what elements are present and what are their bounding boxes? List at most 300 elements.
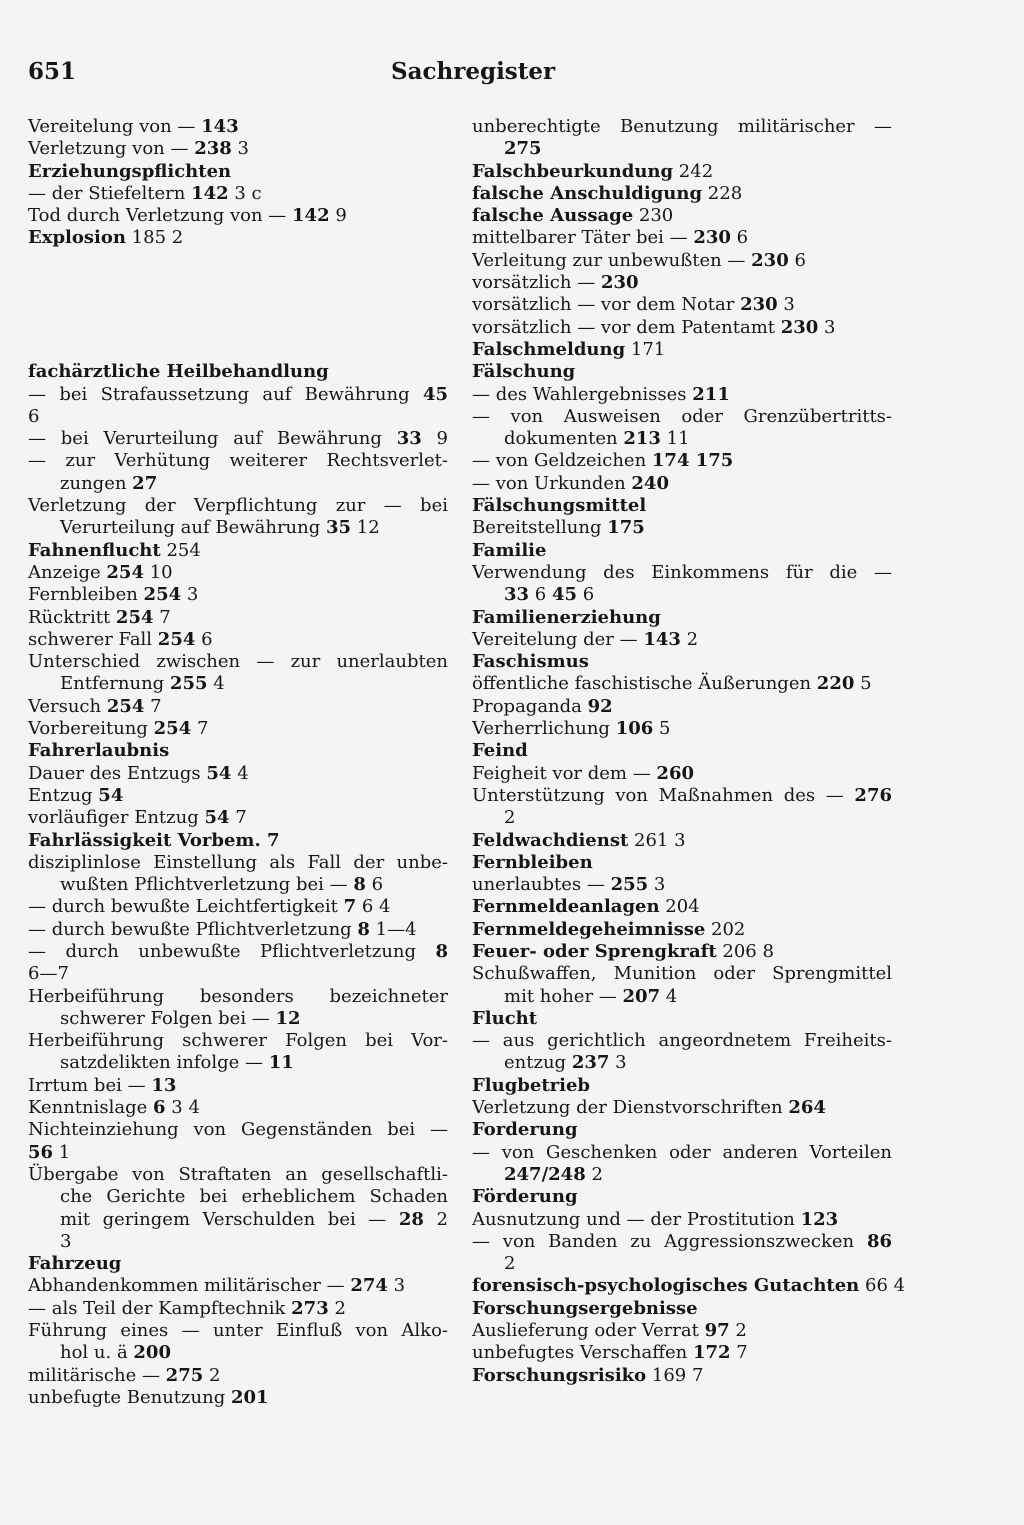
page-reference: 8 bbox=[353, 874, 366, 896]
page-reference: 230 bbox=[600, 272, 639, 294]
reference-detail: 6 4 bbox=[356, 896, 391, 918]
page-reference: 54 bbox=[204, 807, 230, 829]
index-column-right bbox=[472, 116, 906, 1387]
index-heading bbox=[472, 1275, 906, 1297]
index-entry bbox=[472, 1030, 892, 1052]
index-entry bbox=[28, 1231, 448, 1253]
index-entry bbox=[28, 1097, 448, 1119]
index-entry bbox=[472, 1320, 892, 1342]
reference-detail: 7 bbox=[144, 695, 162, 717]
index-heading bbox=[472, 941, 892, 963]
index-entry bbox=[472, 450, 892, 472]
entry-text: Flugbetrieb bbox=[472, 1074, 591, 1096]
index-entry bbox=[28, 986, 448, 1008]
reference-detail: 7 bbox=[730, 1342, 748, 1364]
entry-text: mit geringem Verschulden bei — bbox=[60, 1208, 399, 1230]
entry-text: Unterschied zwischen — zur unerlaubten bbox=[28, 651, 448, 673]
entry-text: vorsätzlich — vor dem Notar bbox=[472, 294, 741, 316]
index-entry bbox=[472, 272, 892, 294]
index-heading bbox=[472, 919, 892, 941]
page-reference: 254 bbox=[153, 718, 192, 740]
index-entry bbox=[28, 428, 448, 450]
index-entry bbox=[472, 986, 892, 1008]
index-heading bbox=[28, 1253, 448, 1275]
index-entry bbox=[28, 562, 448, 584]
index-heading bbox=[472, 896, 892, 918]
index-entry bbox=[28, 1387, 448, 1409]
index-entry bbox=[28, 807, 448, 829]
entry-text: Verletzung der Dienstvorschriften bbox=[472, 1097, 789, 1119]
entry-text: Nichteinziehung von Gegenständen bei — bbox=[28, 1119, 448, 1141]
entry-text: Führung eines — unter Einfluß von Alko- bbox=[28, 1320, 448, 1342]
index-entry bbox=[28, 629, 448, 651]
reference-detail: 242 bbox=[673, 160, 714, 182]
index-entry bbox=[28, 1030, 448, 1052]
entry-text: — zur Verhütung weiterer Rechtsverlet- bbox=[28, 450, 448, 472]
index-entry bbox=[28, 919, 448, 941]
index-entry bbox=[28, 584, 448, 606]
reference-detail: 2 bbox=[729, 1320, 747, 1342]
entry-text: unbefugte Benutzung bbox=[28, 1386, 231, 1408]
index-heading bbox=[472, 1119, 892, 1141]
entry-text: Forschungsergebnisse bbox=[472, 1297, 698, 1319]
index-entry bbox=[472, 763, 892, 785]
blank-line bbox=[28, 339, 448, 361]
entry-text: Flucht bbox=[472, 1007, 538, 1029]
reference-detail: 3 bbox=[231, 138, 249, 160]
page-reference: 86 bbox=[866, 1230, 892, 1252]
index-entry bbox=[28, 673, 448, 695]
entry-text: 3 bbox=[60, 1230, 72, 1252]
index-entry bbox=[28, 785, 448, 807]
blank-line bbox=[28, 317, 448, 339]
index-heading bbox=[28, 1142, 448, 1164]
page-reference: 175 bbox=[607, 517, 645, 539]
page-reference: 174 175 bbox=[651, 450, 734, 472]
page-reference: 254 bbox=[106, 695, 145, 717]
entry-text: vorsätzlich — vor dem Patentamt bbox=[472, 316, 781, 338]
page-reference: 213 bbox=[623, 428, 661, 450]
reference-detail: 206 8 bbox=[716, 940, 774, 962]
entry-text: Feuer- oder Sprengkraft bbox=[472, 940, 717, 962]
index-heading bbox=[28, 161, 448, 183]
page-reference: 264 bbox=[788, 1097, 826, 1119]
index-entry bbox=[472, 317, 892, 339]
reference-detail: 1 bbox=[53, 1141, 71, 1163]
reference-detail: 11 bbox=[660, 428, 690, 450]
index-heading bbox=[472, 339, 892, 361]
page-reference: 230 bbox=[740, 294, 778, 316]
entry-text: 56 bbox=[28, 1141, 54, 1163]
blank-line bbox=[28, 250, 448, 272]
page-reference: 200 bbox=[133, 1342, 171, 1364]
entry-text: Herbeiführung schwerer Folgen bei Vor- bbox=[28, 1030, 448, 1052]
reference-detail: 2 bbox=[585, 1163, 603, 1185]
index-entry bbox=[28, 1365, 448, 1387]
page-reference: 230 bbox=[751, 249, 789, 271]
entry-text: Fahrerlaubnis bbox=[28, 740, 170, 762]
index-heading bbox=[472, 651, 892, 673]
blank-line bbox=[28, 272, 448, 294]
entry-text: Ausnutzung und — der Prostitution bbox=[472, 1208, 801, 1230]
index-entry bbox=[28, 941, 448, 963]
index-entry bbox=[472, 673, 892, 695]
index-entry bbox=[472, 428, 892, 450]
entry-text: Forderung bbox=[472, 1119, 578, 1141]
index-entry bbox=[472, 406, 892, 428]
entry-text: Versuch bbox=[28, 695, 107, 717]
index-entry bbox=[28, 1008, 448, 1030]
page-reference: 106 bbox=[615, 718, 654, 740]
index-entry bbox=[472, 1142, 892, 1164]
page-reference: 254 bbox=[157, 628, 196, 650]
index-entry bbox=[472, 1097, 892, 1119]
reference-detail: 185 2 bbox=[125, 227, 184, 249]
entry-text: vorsätzlich — bbox=[472, 272, 601, 294]
entry-text: Verleitung zur unbewußten — bbox=[472, 249, 752, 271]
index-entry bbox=[28, 473, 448, 495]
reference-detail: 6 bbox=[788, 249, 806, 271]
entry-text: Forschungsrisiko bbox=[472, 1364, 647, 1386]
index-entry bbox=[28, 1075, 448, 1097]
page-reference: 255 bbox=[610, 874, 649, 896]
index-heading bbox=[28, 740, 448, 762]
index-entry bbox=[28, 1052, 448, 1074]
entry-text: 6—7 bbox=[28, 963, 69, 985]
index-heading bbox=[472, 1008, 892, 1030]
entry-text: 33 bbox=[504, 584, 530, 606]
reference-detail: 9 bbox=[421, 428, 448, 450]
reference-detail: 6 bbox=[195, 628, 213, 650]
page-reference: 207 bbox=[622, 985, 661, 1007]
reference-detail: 4 bbox=[231, 762, 249, 784]
entry-text: — von Geldzeichen bbox=[472, 450, 652, 472]
index-entry bbox=[472, 696, 892, 718]
index-entry bbox=[472, 874, 892, 896]
entry-text: Feigheit vor dem — bbox=[472, 762, 657, 784]
index-entry bbox=[472, 807, 892, 829]
entry-text: Faschismus bbox=[472, 651, 589, 673]
reference-detail: 230 bbox=[633, 205, 674, 227]
entry-text: Entfernung bbox=[60, 673, 170, 695]
index-entry bbox=[472, 294, 892, 316]
index-entry bbox=[472, 1052, 892, 1074]
index-entry bbox=[28, 205, 448, 227]
entry-text: disziplinlose Einstellung als Fall der unbe- bbox=[28, 851, 448, 873]
index-heading bbox=[472, 540, 892, 562]
entry-text: satzdelikten infolge — bbox=[60, 1052, 269, 1074]
reference-detail: 3 bbox=[387, 1275, 406, 1297]
page-reference: 254 bbox=[143, 584, 182, 606]
index-heading bbox=[28, 227, 448, 249]
index-entry bbox=[28, 1164, 448, 1186]
page-reference: 45 bbox=[422, 383, 448, 405]
index-entry bbox=[28, 963, 448, 985]
entry-text: entzug bbox=[504, 1052, 572, 1074]
entry-text: forensisch-psychologisches Gutachten bbox=[472, 1275, 860, 1297]
entry-text: Fahrzeug bbox=[28, 1253, 122, 1275]
reference-detail: 3 4 bbox=[165, 1097, 200, 1119]
entry-text: schwerer Folgen bei — bbox=[60, 1007, 276, 1029]
page-reference: 238 bbox=[194, 138, 232, 160]
reference-detail: 2 bbox=[680, 628, 699, 650]
index-heading bbox=[472, 1365, 892, 1387]
reference-detail: 2 bbox=[328, 1297, 346, 1319]
entry-text: Schußwaffen, Munition oder Sprengmittel bbox=[472, 963, 892, 985]
reference-detail: 261 3 bbox=[628, 829, 686, 851]
index-entry bbox=[28, 384, 448, 406]
index-entry bbox=[472, 718, 892, 740]
entry-text: — von Ausweisen oder Grenzübertritts- bbox=[472, 405, 892, 427]
index-entry bbox=[28, 116, 448, 138]
entry-text: unerlaubtes — bbox=[472, 874, 611, 896]
reference-detail: 171 bbox=[625, 338, 666, 360]
page-reference: 45 bbox=[551, 584, 578, 606]
index-heading bbox=[472, 1075, 892, 1097]
reference-detail: 228 bbox=[702, 182, 743, 204]
page-reference: 230 bbox=[693, 227, 731, 249]
index-entry bbox=[28, 406, 448, 428]
page-reference: 54 bbox=[98, 784, 124, 806]
index-heading bbox=[472, 495, 892, 517]
entry-text: Entzug bbox=[28, 784, 99, 806]
index-entry bbox=[472, 963, 892, 985]
entry-text: Rücktritt bbox=[28, 606, 116, 628]
page-reference: 275 bbox=[165, 1364, 204, 1386]
index-entry bbox=[28, 517, 448, 539]
entry-text: — von Urkunden bbox=[472, 472, 632, 494]
index-entry bbox=[28, 1275, 448, 1297]
index-heading bbox=[472, 1298, 892, 1320]
entry-text: Verletzung von — bbox=[28, 138, 195, 160]
entry-text: dokumenten bbox=[504, 428, 624, 450]
entry-text: Verurteilung auf Bewährung bbox=[60, 517, 326, 539]
entry-text: Fälschung bbox=[472, 361, 576, 383]
reference-detail: 3 bbox=[818, 316, 836, 338]
entry-text: — aus gerichtlich angeordnetem Freiheits- bbox=[472, 1030, 892, 1052]
reference-detail: 2 bbox=[423, 1208, 448, 1230]
index-entry bbox=[28, 1342, 448, 1364]
page-reference: 8 bbox=[435, 940, 448, 962]
index-heading bbox=[472, 830, 892, 852]
entry-text: wußten Pflichtverletzung bei — bbox=[60, 874, 354, 896]
page-reference: 274 bbox=[350, 1275, 388, 1297]
index-entry bbox=[472, 1342, 892, 1364]
page-reference: 273 bbox=[291, 1297, 329, 1319]
index-entry bbox=[28, 1119, 448, 1141]
entry-text: — als Teil der Kampftechnik bbox=[28, 1297, 292, 1319]
entry-text: 275 bbox=[504, 138, 542, 160]
reference-detail: 3 bbox=[609, 1052, 627, 1074]
entry-text: fachärztliche Heilbehandlung bbox=[28, 361, 329, 383]
entry-text: zungen bbox=[60, 472, 133, 494]
entry-text: Förderung bbox=[472, 1186, 578, 1208]
index-entry bbox=[472, 629, 892, 651]
index-heading bbox=[28, 830, 448, 852]
index-entry bbox=[28, 763, 448, 785]
page-reference: 54 bbox=[206, 762, 232, 784]
page-reference: 12 bbox=[275, 1007, 301, 1029]
page-reference: 255 bbox=[169, 673, 208, 695]
reference-detail: 66 4 bbox=[859, 1275, 906, 1297]
page-reference: 276 bbox=[854, 784, 892, 806]
page-reference: 35 bbox=[325, 517, 352, 539]
index-heading bbox=[28, 361, 448, 383]
page-title: Sachregister bbox=[391, 58, 556, 85]
entry-text: Feind bbox=[472, 740, 528, 762]
entry-text: Anzeige bbox=[28, 561, 107, 583]
page-reference: 230 bbox=[780, 316, 819, 338]
page-reference: 260 bbox=[656, 762, 694, 784]
page-reference: 211 bbox=[692, 383, 730, 405]
entry-text: Propaganda bbox=[472, 695, 588, 717]
entry-text: Herbeiführung besonders bezeichneter bbox=[28, 985, 448, 1007]
page-reference: 27 bbox=[132, 472, 158, 494]
reference-detail: 4 bbox=[207, 673, 225, 695]
entry-text: 2 bbox=[504, 807, 516, 829]
page-reference: 142 bbox=[191, 182, 229, 204]
entry-text: Falschmeldung bbox=[472, 338, 626, 360]
index-entry bbox=[472, 785, 892, 807]
index-heading bbox=[472, 183, 892, 205]
entry-text: Feldwachdienst bbox=[472, 829, 629, 851]
reference-detail: 7 bbox=[191, 718, 209, 740]
entry-text: Übergabe von Straftaten an gesellschaftli- bbox=[28, 1163, 448, 1185]
entry-text: che Gerichte bei erheblichem Schaden bbox=[60, 1186, 448, 1208]
entry-text: — durch bewußte Leichtfertigkeit bbox=[28, 896, 344, 918]
entry-text: Erziehungspflichten bbox=[28, 160, 232, 182]
entry-text: Fernbleiben bbox=[28, 584, 144, 606]
index-heading bbox=[472, 138, 892, 160]
page-reference: 28 bbox=[398, 1208, 424, 1230]
index-heading bbox=[472, 852, 892, 874]
index-entry bbox=[28, 696, 448, 718]
entry-text: schwerer Fall bbox=[28, 628, 158, 650]
entry-text: mittelbarer Täter bei — bbox=[472, 227, 694, 249]
index-entry bbox=[28, 607, 448, 629]
reference-detail: 4 bbox=[660, 985, 678, 1007]
entry-text: hol u. ä bbox=[60, 1342, 134, 1364]
page-reference: 7 bbox=[343, 896, 357, 918]
index-entry bbox=[28, 852, 448, 874]
page-reference: 92 bbox=[587, 695, 613, 717]
entry-text: öffentliche faschistische Äußerungen bbox=[472, 673, 817, 695]
entry-text: Verherrlichung bbox=[472, 718, 616, 740]
index-entry bbox=[28, 450, 448, 472]
index-heading bbox=[472, 205, 892, 227]
entry-text: falsche Anschuldigung bbox=[472, 182, 703, 204]
page-reference: 237 bbox=[571, 1052, 610, 1074]
index-entry bbox=[472, 1253, 892, 1275]
entry-text: Familie bbox=[472, 539, 547, 561]
page-reference: 201 bbox=[230, 1386, 269, 1408]
index-entry bbox=[28, 718, 448, 740]
entry-text: unberechtigte Benutzung militärischer — bbox=[472, 116, 892, 137]
reference-detail: 12 bbox=[351, 517, 380, 539]
reference-detail: 7 bbox=[229, 807, 247, 829]
index-entry bbox=[472, 1209, 892, 1231]
reference-detail: 3 c bbox=[228, 182, 262, 204]
reference-detail: 3 bbox=[181, 584, 199, 606]
reference-detail: 254 bbox=[160, 539, 201, 561]
entry-text: Abhandenkommen militärischer — bbox=[28, 1275, 351, 1297]
entry-text: Verwendung des Einkommens für die — bbox=[472, 561, 892, 583]
entry-text: — von Geschenken oder anderen Vorteilen bbox=[472, 1141, 892, 1163]
page-reference: 8 bbox=[357, 918, 370, 940]
index-entry bbox=[28, 1298, 448, 1320]
entry-text: Vorbereitung bbox=[28, 718, 154, 740]
index-entry bbox=[472, 517, 892, 539]
reference-detail: 169 7 bbox=[646, 1364, 704, 1386]
index-entry bbox=[472, 227, 892, 249]
index-entry bbox=[472, 250, 892, 272]
reference-detail: 3 bbox=[777, 294, 795, 316]
page-reference: 254 bbox=[115, 606, 154, 628]
entry-text: — durch unbewußte Pflichtverletzung bbox=[28, 940, 436, 962]
index-entry bbox=[472, 562, 892, 584]
reference-detail: 10 bbox=[143, 561, 173, 583]
entry-text: militärische — bbox=[28, 1364, 166, 1386]
entry-text: Fernmeldeanlagen bbox=[472, 896, 660, 918]
page-reference: 142 bbox=[292, 205, 330, 227]
entry-text: Fernbleiben bbox=[472, 851, 593, 873]
reference-detail: 202 bbox=[705, 918, 746, 940]
index-entry bbox=[472, 384, 892, 406]
entry-text: Fälschungsmittel bbox=[472, 495, 647, 517]
index-entry bbox=[28, 1209, 448, 1231]
reference-detail: 6 bbox=[730, 227, 749, 249]
page-reference: 6 bbox=[153, 1097, 166, 1119]
index-entry bbox=[28, 874, 448, 896]
entry-text: Unterstützung von Maßnahmen des — bbox=[472, 784, 855, 806]
index-heading bbox=[472, 161, 892, 183]
index-entry bbox=[28, 183, 448, 205]
entry-text: — bei Verurteilung auf Bewährung bbox=[28, 428, 397, 450]
reference-detail: 1—4 bbox=[369, 918, 417, 940]
index-heading bbox=[28, 540, 448, 562]
page-reference: 13 bbox=[151, 1074, 177, 1096]
reference-detail: 5 bbox=[854, 673, 872, 695]
entry-text: Bereitstellung bbox=[472, 517, 608, 539]
page-reference: 172 bbox=[692, 1342, 731, 1364]
index-heading bbox=[472, 740, 892, 762]
entry-text: — durch bewußte Pflichtverletzung bbox=[28, 918, 358, 940]
entry-text: Vereitelung der — bbox=[472, 628, 644, 650]
reference-detail: 3 bbox=[648, 874, 666, 896]
entry-text: Kenntnislage bbox=[28, 1097, 154, 1119]
reference-detail: 6 bbox=[365, 874, 384, 896]
reference-detail: 6 bbox=[577, 584, 595, 606]
entry-text: — von Banden zu Aggressionszwecken bbox=[472, 1230, 867, 1252]
reference-detail: 9 bbox=[329, 205, 347, 227]
index-entry bbox=[472, 473, 892, 495]
entry-text: — des Wahlergebnisses bbox=[472, 383, 693, 405]
index-entry bbox=[28, 896, 448, 918]
reference-detail: 7 bbox=[153, 606, 171, 628]
page-reference: 33 bbox=[396, 428, 422, 450]
page-reference: 240 bbox=[631, 472, 669, 494]
index-heading bbox=[472, 607, 892, 629]
index-heading bbox=[472, 1164, 892, 1186]
entry-text: falsche Aussage bbox=[472, 205, 634, 227]
entry-text: 247/248 bbox=[504, 1163, 586, 1185]
entry-text: Vereitelung von — bbox=[28, 116, 202, 137]
index-entry bbox=[472, 116, 892, 138]
entry-text: Fahrlässigkeit Vorbem. 7 bbox=[28, 829, 280, 851]
entry-text: vorläufiger Entzug bbox=[28, 807, 205, 829]
reference-detail: 204 bbox=[659, 896, 700, 918]
index-entry bbox=[28, 138, 448, 160]
